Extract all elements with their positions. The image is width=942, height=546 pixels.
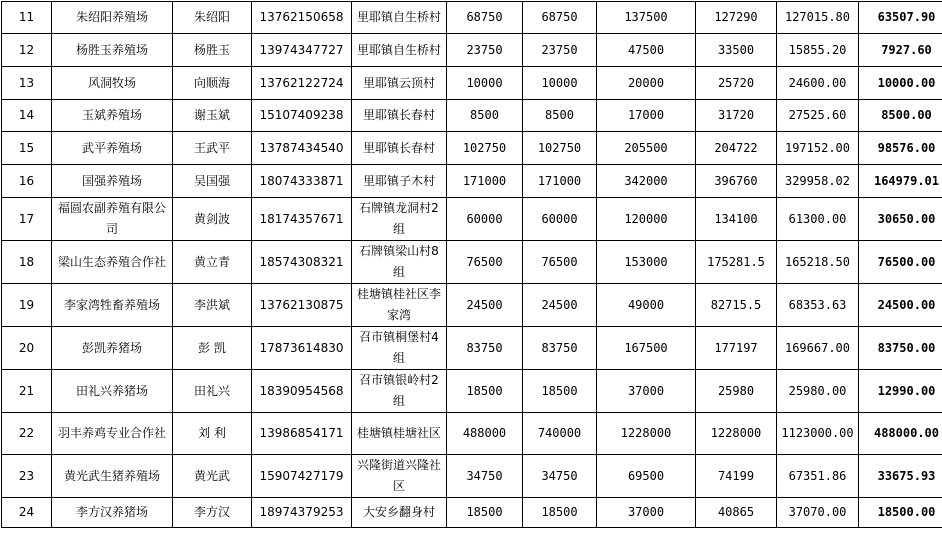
cell-farm-name: 梁山生态养殖合作社: [52, 241, 173, 284]
cell-amount-5: 127015.80: [777, 2, 859, 34]
cell-amount-2: 740000: [523, 413, 597, 455]
cell-amount-4: 1228000: [696, 413, 777, 455]
cell-owner: 黄光武: [173, 455, 252, 498]
cell-amount-6: 488000.00: [859, 413, 942, 455]
cell-address: 桂塘镇桂社区李家湾: [352, 284, 447, 327]
cell-amount-6: 10000.00: [859, 67, 942, 100]
cell-amount-6: 24500.00: [859, 284, 942, 327]
cell-amount-6: 83750.00: [859, 327, 942, 370]
cell-farm-name: 杨胜玉养殖场: [52, 34, 173, 67]
cell-phone: 13762150658: [252, 2, 352, 34]
cell-address: 里耶镇子木村: [352, 165, 447, 198]
cell-amount-4: 25720: [696, 67, 777, 100]
cell-amount-3: 153000: [597, 241, 696, 284]
table-row: [2, 198, 942, 241]
cell-amount-6: 164979.01: [859, 165, 942, 198]
cell-amount-1: 23750: [447, 34, 523, 67]
cell-phone: 13986854171: [252, 413, 352, 455]
cell-farm-name: 国强养殖场: [52, 165, 173, 198]
cell-amount-5: 197152.00: [777, 132, 859, 165]
cell-amount-3: 205500: [597, 132, 696, 165]
cell-phone: 15907427179: [252, 455, 352, 498]
cell-amount-5: 329958.02: [777, 165, 859, 198]
cell-amount-3: 37000: [597, 498, 696, 528]
cell-amount-6: 7927.60: [859, 34, 942, 67]
cell-amount-2: 24500: [523, 284, 597, 327]
cell-amount-4: 33500: [696, 34, 777, 67]
cell-amount-3: 17000: [597, 100, 696, 132]
table-row: [2, 327, 942, 370]
cell-index: 22: [2, 413, 52, 455]
cell-amount-5: 1123000.00: [777, 413, 859, 455]
cell-amount-2: 68750: [523, 2, 597, 34]
cell-address: 石牌镇龙洞村2组: [352, 198, 447, 241]
cell-phone: 15107409238: [252, 100, 352, 132]
cell-amount-5: 27525.60: [777, 100, 859, 132]
table-row: [2, 455, 942, 498]
cell-amount-1: 34750: [447, 455, 523, 498]
cell-amount-4: 127290: [696, 2, 777, 34]
cell-index: 20: [2, 327, 52, 370]
cell-amount-4: 74199: [696, 455, 777, 498]
cell-amount-1: 10000: [447, 67, 523, 100]
cell-amount-2: 18500: [523, 498, 597, 528]
table-row: [2, 413, 942, 455]
cell-amount-6: 18500.00: [859, 498, 942, 528]
cell-phone: 18174357671: [252, 198, 352, 241]
cell-amount-1: 18500: [447, 370, 523, 413]
cell-amount-6: 63507.90: [859, 2, 942, 34]
cell-owner: 杨胜玉: [173, 34, 252, 67]
cell-owner: 刘 利: [173, 413, 252, 455]
cell-index: 19: [2, 284, 52, 327]
cell-farm-name: 武平养殖场: [52, 132, 173, 165]
cell-amount-5: 37070.00: [777, 498, 859, 528]
cell-amount-6: 33675.93: [859, 455, 942, 498]
cell-amount-1: 68750: [447, 2, 523, 34]
cell-amount-1: 8500: [447, 100, 523, 132]
cell-address: 召市镇桐堡村4组: [352, 327, 447, 370]
cell-amount-2: 76500: [523, 241, 597, 284]
cell-amount-1: 171000: [447, 165, 523, 198]
cell-amount-3: 37000: [597, 370, 696, 413]
table-row: [2, 2, 942, 34]
cell-index: 12: [2, 34, 52, 67]
table-row: [2, 132, 942, 165]
cell-owner: 黄立青: [173, 241, 252, 284]
cell-address: 大安乡翻身村: [352, 498, 447, 528]
cell-amount-4: 25980: [696, 370, 777, 413]
cell-amount-2: 83750: [523, 327, 597, 370]
cell-amount-4: 204722: [696, 132, 777, 165]
cell-amount-6: 8500.00: [859, 100, 942, 132]
cell-amount-3: 167500: [597, 327, 696, 370]
cell-owner: 李洪斌: [173, 284, 252, 327]
cell-index: 15: [2, 132, 52, 165]
cell-address: 兴隆街道兴隆社区: [352, 455, 447, 498]
cell-amount-2: 23750: [523, 34, 597, 67]
cell-amount-3: 49000: [597, 284, 696, 327]
cell-amount-1: 488000: [447, 413, 523, 455]
cell-amount-4: 396760: [696, 165, 777, 198]
cell-amount-6: 98576.00: [859, 132, 942, 165]
cell-amount-4: 134100: [696, 198, 777, 241]
cell-amount-5: 68353.63: [777, 284, 859, 327]
cell-farm-name: 彭凯养猪场: [52, 327, 173, 370]
cell-amount-2: 18500: [523, 370, 597, 413]
cell-address: 桂塘镇桂塘社区: [352, 413, 447, 455]
cell-owner: 朱绍阳: [173, 2, 252, 34]
cell-index: 13: [2, 67, 52, 100]
cell-farm-name: 黄光武生猪养殖场: [52, 455, 173, 498]
cell-owner: 黄剑波: [173, 198, 252, 241]
cell-amount-2: 60000: [523, 198, 597, 241]
cell-address: 里耶镇长春村: [352, 100, 447, 132]
cell-farm-name: 李家湾牲畜养殖场: [52, 284, 173, 327]
cell-phone: 13762130875: [252, 284, 352, 327]
cell-amount-5: 25980.00: [777, 370, 859, 413]
cell-amount-2: 34750: [523, 455, 597, 498]
cell-address: 里耶镇长春村: [352, 132, 447, 165]
cell-amount-2: 171000: [523, 165, 597, 198]
cell-phone: 18390954568: [252, 370, 352, 413]
table-row: [2, 498, 942, 528]
cell-amount-5: 169667.00: [777, 327, 859, 370]
cell-amount-1: 102750: [447, 132, 523, 165]
cell-farm-name: 福圆农副养殖有限公司: [52, 198, 173, 241]
cell-phone: 18974379253: [252, 498, 352, 528]
cell-address: 石牌镇梁山村8组: [352, 241, 447, 284]
table-row: [2, 241, 942, 284]
data-table: [1, 1, 942, 528]
cell-amount-5: 67351.86: [777, 455, 859, 498]
cell-amount-5: 24600.00: [777, 67, 859, 100]
cell-index: 23: [2, 455, 52, 498]
cell-phone: 13762122724: [252, 67, 352, 100]
cell-amount-3: 342000: [597, 165, 696, 198]
cell-amount-6: 30650.00: [859, 198, 942, 241]
cell-owner: 吴国强: [173, 165, 252, 198]
cell-amount-5: 61300.00: [777, 198, 859, 241]
cell-amount-2: 10000: [523, 67, 597, 100]
cell-index: 18: [2, 241, 52, 284]
cell-phone: 13974347727: [252, 34, 352, 67]
cell-index: 14: [2, 100, 52, 132]
cell-amount-1: 24500: [447, 284, 523, 327]
cell-amount-4: 175281.5: [696, 241, 777, 284]
table-row: [2, 284, 942, 327]
cell-address: 召市镇银岭村2组: [352, 370, 447, 413]
table-row: [2, 67, 942, 100]
cell-owner: 王武平: [173, 132, 252, 165]
cell-amount-1: 18500: [447, 498, 523, 528]
cell-phone: 17873614830: [252, 327, 352, 370]
table-row: [2, 100, 942, 132]
cell-owner: 田礼兴: [173, 370, 252, 413]
cell-phone: 18574308321: [252, 241, 352, 284]
cell-owner: 彭 凯: [173, 327, 252, 370]
cell-amount-3: 1228000: [597, 413, 696, 455]
cell-amount-5: 165218.50: [777, 241, 859, 284]
cell-amount-4: 82715.5: [696, 284, 777, 327]
cell-address: 里耶镇云顶村: [352, 67, 447, 100]
cell-owner: 谢玉斌: [173, 100, 252, 132]
cell-phone: 13787434540: [252, 132, 352, 165]
cell-amount-2: 8500: [523, 100, 597, 132]
cell-amount-3: 69500: [597, 455, 696, 498]
cell-owner: 向顺海: [173, 67, 252, 100]
table-row: [2, 34, 942, 67]
cell-amount-1: 83750: [447, 327, 523, 370]
cell-index: 11: [2, 2, 52, 34]
cell-address: 里耶镇自生桥村: [352, 2, 447, 34]
cell-amount-4: 31720: [696, 100, 777, 132]
cell-amount-4: 177197: [696, 327, 777, 370]
cell-amount-3: 120000: [597, 198, 696, 241]
table-row: [2, 165, 942, 198]
cell-address: 里耶镇自生桥村: [352, 34, 447, 67]
cell-amount-4: 40865: [696, 498, 777, 528]
cell-index: 24: [2, 498, 52, 528]
cell-amount-5: 15855.20: [777, 34, 859, 67]
cell-farm-name: 风洞牧场: [52, 67, 173, 100]
cell-amount-1: 60000: [447, 198, 523, 241]
cell-farm-name: 李方汉养猪场: [52, 498, 173, 528]
cell-farm-name: 羽丰养鸡专业合作社: [52, 413, 173, 455]
cell-amount-1: 76500: [447, 241, 523, 284]
cell-index: 21: [2, 370, 52, 413]
cell-farm-name: 田礼兴养猪场: [52, 370, 173, 413]
cell-phone: 18074333871: [252, 165, 352, 198]
cell-owner: 李方汉: [173, 498, 252, 528]
cell-index: 16: [2, 165, 52, 198]
table-row: [2, 370, 942, 413]
cell-amount-3: 137500: [597, 2, 696, 34]
cell-amount-3: 47500: [597, 34, 696, 67]
cell-amount-6: 76500.00: [859, 241, 942, 284]
cell-amount-6: 12990.00: [859, 370, 942, 413]
cell-farm-name: 玉斌养殖场: [52, 100, 173, 132]
cell-farm-name: 朱绍阳养殖场: [52, 2, 173, 34]
table-body: [2, 2, 942, 528]
cell-amount-3: 20000: [597, 67, 696, 100]
cell-index: 17: [2, 198, 52, 241]
cell-amount-2: 102750: [523, 132, 597, 165]
